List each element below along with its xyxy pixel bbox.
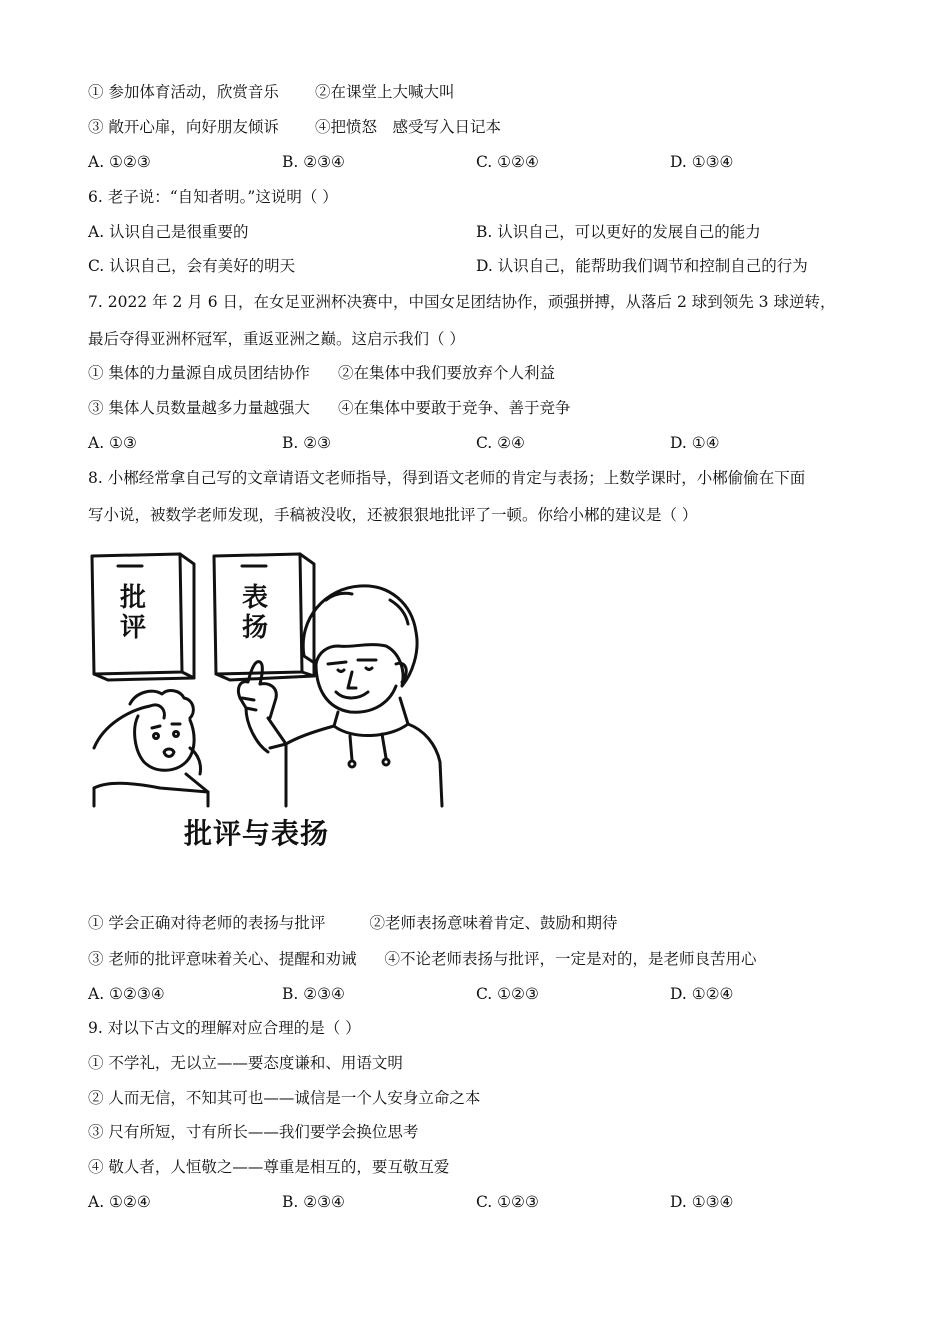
q7-question-line2: 最后夺得亚洲杯冠军，重返亚洲之巅。这启示我们（ ） [88, 330, 465, 348]
teacher-figure [238, 586, 442, 806]
q6-options-row1 [88, 222, 868, 242]
sign-left-text-1: 批 [120, 583, 147, 613]
q5-statement-3: ③ 敞开心扉，向好朋友倾诉 [88, 118, 279, 136]
criticism-sign [92, 554, 194, 680]
q8-option-a[interactable]: A. ①②③④ [88, 985, 165, 1003]
q6-option-b[interactable]: B. 认识自己，可以更好的发展自己的能力 [476, 223, 761, 241]
q9-option-c[interactable]: C. ①②③ [476, 1193, 539, 1211]
q5-option-d[interactable]: D. ①③④ [670, 153, 734, 171]
q8-statements-row2 [88, 949, 756, 969]
q5-statement-4: ④把愤怒 感受写入日记本 [314, 118, 501, 136]
q7-option-a[interactable]: A. ①③ [88, 434, 137, 452]
q6-options-row2 [88, 256, 868, 276]
q8-option-d[interactable]: D. ①②④ [670, 985, 734, 1003]
q8-question-line1: 8. 小郴经常拿自己写的文章请语文老师指导，得到语文老师的肯定与表扬；上数学课时，小郴偷偷在下面 [88, 469, 806, 487]
q5-statement-1: ① 参加体育活动，欣赏音乐 [88, 83, 279, 101]
q6-option-d[interactable]: D. 认识自己，能帮助我们调节和控制自己的行为 [476, 257, 808, 275]
q7-option-d[interactable]: D. ①④ [670, 434, 720, 452]
q9-options [88, 1192, 868, 1212]
q7-statement-3: ③ 集体人员数量越多力量越强大 [88, 399, 310, 417]
q9-statement-4: ④ 敬人者，人恒敬之——尊重是相互的，要互敬互爱 [88, 1158, 450, 1176]
q6-option-c[interactable]: C. 认识自己，会有美好的明天 [88, 257, 296, 275]
q7-statement-4: ④在集体中要敢于竞争、善于竞争 [337, 399, 571, 417]
q9-option-b[interactable]: B. ②③④ [282, 1193, 345, 1211]
q5-option-c[interactable]: C. ①②④ [476, 153, 539, 171]
q5-statement-2: ②在课堂上大喊大叫 [314, 83, 455, 101]
q5-option-b[interactable]: B. ②③④ [282, 153, 345, 171]
q7-statement-2: ②在集体中我们要放弃个人利益 [337, 364, 555, 382]
sign-right-text-2: 扬 [242, 613, 269, 643]
q5-option-a[interactable]: A. ①②③ [88, 153, 151, 171]
q6-question: 6. 老子说：“自知者明。”这说明（ ） [88, 188, 338, 206]
q8-statements-row1 [88, 913, 617, 933]
q6-option-a[interactable]: A. 认识自己是很重要的 [88, 223, 249, 241]
q9-statement-3: ③ 尺有所短，寸有所长——我们要学会换位思考 [88, 1123, 419, 1141]
q7-option-c[interactable]: C. ②④ [476, 434, 525, 452]
illustration-caption: 批评与表扬 [184, 817, 330, 850]
q7-statement-1: ① 集体的力量源自成员团结协作 [88, 364, 310, 382]
q8-statement-1: ① 学会正确对待老师的表扬与批评 [88, 914, 326, 932]
q8-statement-2: ②老师表扬意味着肯定、鼓励和期待 [369, 914, 618, 932]
q8-option-c[interactable]: C. ①②③ [476, 985, 539, 1003]
q9-option-a[interactable]: A. ①②④ [88, 1193, 151, 1211]
q7-question-line1: 7. 2022 年 2 月 6 日，在女足亚洲杯决赛中，中国女足团结协作，顽强拼搏，从落后 2 球到领先 3 球逆转， [88, 293, 836, 311]
q9-statement-2: ② 人而无信，不知其可也——诚信是一个人安身立命之本 [88, 1089, 481, 1107]
q9-option-d[interactable]: D. ①③④ [670, 1193, 734, 1211]
q7-options [88, 433, 868, 453]
q8-question-line2: 写小说，被数学老师发现，手稿被没收，还被狠狠地批评了一顿。你给小郴的建议是（ ） [88, 506, 698, 524]
q9-question: 9. 对以下古文的理解对应合理的是（ ） [88, 1019, 361, 1037]
q8-option-b[interactable]: B. ②③④ [282, 985, 345, 1003]
q9-statement-1: ① 不学礼，无以立——要态度谦和、用语文明 [88, 1054, 403, 1072]
q5-options [88, 152, 868, 172]
q8-statement-4: ④不论老师表扬与批评，一定是对的，是老师良苦用心 [384, 950, 757, 968]
q7-statements-row1 [88, 363, 555, 383]
q7-statements-row2 [88, 398, 570, 418]
student-figure [94, 691, 208, 806]
q7-option-b[interactable]: B. ②③ [282, 434, 332, 452]
sign-right-text-1: 表 [242, 583, 269, 613]
praise-sign [214, 554, 314, 680]
q8-options [88, 984, 868, 1004]
q5-statements-row2 [88, 117, 501, 137]
sign-left-text-2: 评 [120, 613, 147, 643]
q8-statement-3: ③ 老师的批评意味着关心、提醒和劝诫 [88, 950, 357, 968]
q5-statements-row1 [88, 82, 454, 102]
criticism-praise-illustration [90, 548, 450, 810]
